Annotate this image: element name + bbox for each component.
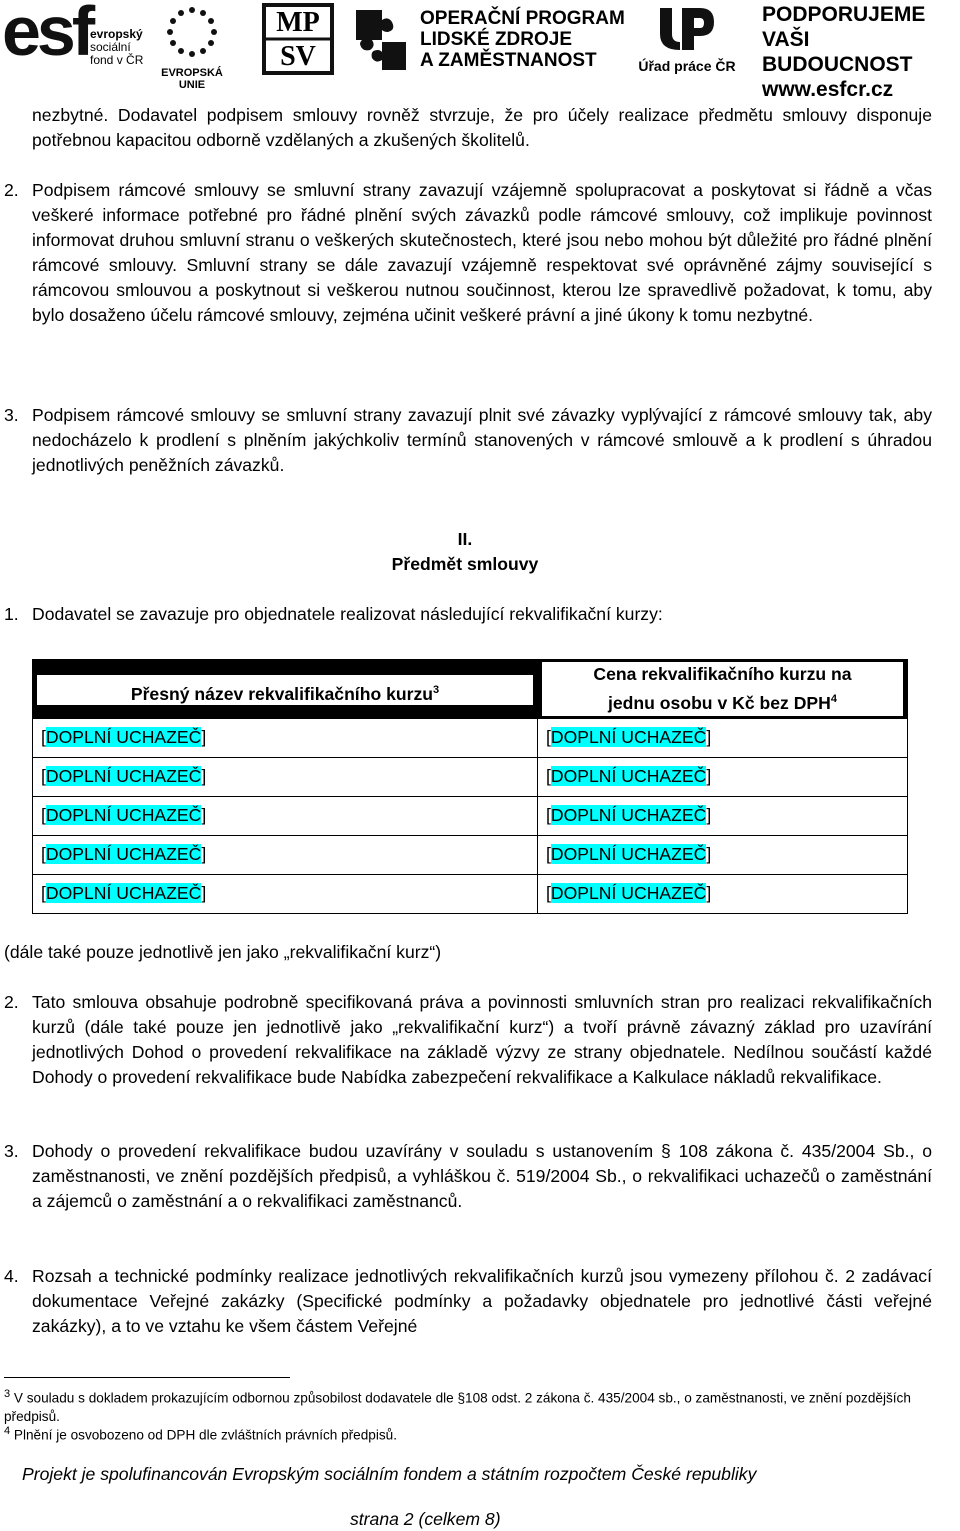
table-header-cell xyxy=(538,660,908,719)
mpsv-line-2: SV xyxy=(280,41,316,72)
esf-logo xyxy=(0,0,150,80)
placeholder-text: DOPLNÍ UCHAZEČ xyxy=(45,883,202,904)
table-row xyxy=(33,874,908,913)
placeholder-text: DOPLNÍ UCHAZEČ xyxy=(45,727,202,748)
intro-paragraph: nezbytné. Dodavatel podpisem smlouvy rovněž stvrzuje, že pro účely realizace předmětu smlouvy disponuje potřebnou kapacitou odborně vzdělaných a zkušených školitelů. xyxy=(32,105,932,150)
op-title-line-1: OPERAČNÍ PROGRAM xyxy=(420,8,625,29)
placeholder-text: DOPLNÍ UCHAZEČ xyxy=(550,844,707,865)
footnote-mark: 4 xyxy=(4,1425,11,1437)
table-cell: [DOPLNÍ UCHAZEČ] xyxy=(538,796,908,835)
paragraph-2: Podpisem rámcové smlouvy se smluvní strany zavazují vzájemně spolupracovat a poskytovat si řádně a včas veškeré informace potřebné pro řádné plnění svých závazků podle rámcové smlouvy, což implikuje povinnost informovat druhou smluvní stranu o veškerých skutečnostech, které jsou nebo mohou být důležité pro řádné plnění rámcové smlouvy. Smluvní strany se dále zavazují vzájemně respektovat své oprávněné zájmy související s rámcovou smlouvou a poskytnout si veškerou nutnou součinnost, kterou lze spravedlivě požadovat, k tomu, aby bylo dosaženo účelu rámcové smlouvy, zejména učinit veškeré právní a jiné úkony k tomu nezbytné. xyxy=(32,180,932,325)
esf-line-2: sociální xyxy=(90,40,131,54)
table-row xyxy=(33,718,908,757)
table-row xyxy=(33,757,908,796)
up-logo-text: Úřad práce ČR xyxy=(638,58,736,74)
support-slogan xyxy=(762,2,960,102)
paragraph-number: 3. xyxy=(4,1141,19,1161)
support-line-1: PODPORUJEME xyxy=(762,3,926,26)
eu-stars-icon xyxy=(150,4,234,60)
header-logos xyxy=(0,0,960,101)
footnote-ref-4: 4 xyxy=(830,693,837,705)
table-header-row xyxy=(33,660,908,719)
footnote-mark: 3 xyxy=(4,1388,11,1400)
placeholder-text: DOPLNÍ UCHAZEČ xyxy=(550,805,707,826)
course-name-header-label: Přesný název rekvalifikačního kurzu xyxy=(130,683,434,704)
table-cell: [DOPLNÍ UCHAZEČ] xyxy=(538,718,908,757)
price-header-line-1: Cena rekvalifikačního kurzu na xyxy=(593,664,852,684)
footnote-text: V souladu s dokladem prokazujícím odbornou způsobilost dodavatele dle §108 odst. 2 zákona č. 435/2004 sb., o zaměstnanosti, ve znění pozdějších předpisů. xyxy=(4,1390,911,1424)
placeholder-text: DOPLNÍ UCHAZEČ xyxy=(45,844,202,865)
table-cell: [DOPLNÍ UCHAZEČ] xyxy=(538,757,908,796)
table-cell: [DOPLNÍ UCHAZEČ] xyxy=(538,835,908,874)
paragraph-number: 2. xyxy=(4,992,19,1012)
paragraph-number: 4. xyxy=(4,1266,19,1286)
table-row xyxy=(33,835,908,874)
paragraph-number: 3. xyxy=(4,405,19,425)
footnote-3 xyxy=(4,1385,914,1426)
placeholder-text: DOPLNÍ UCHAZEČ xyxy=(45,766,202,787)
page-number: strana 2 (celkem 8) xyxy=(350,1509,501,1529)
footnote-4 xyxy=(4,1422,914,1445)
support-url: www.esfcr.cz xyxy=(762,78,894,101)
op-puzzle-icon xyxy=(352,6,410,74)
support-line-2: VAŠI BUDOUCNOST xyxy=(762,28,913,76)
section-paragraph-2: Tato smlouva obsahuje podrobně specifikovaná práva a povinnosti smluvních stran pro realizaci rekvalifikačních kurzů (dále také pouze jen jednotlivě jako „rekvalifikační kurz“) a tvoří právně závazný základ pro uzavírání jednotlivých Dohod o provedení rekvalifikace na základě výzvy ze strany objednatele. Nedílnou součástí každé Dohody o provedení rekvalifikace bude Nabídka zabezpečení rekvalifikace a Kalkulace nákladů rekvalifikace. xyxy=(32,992,932,1087)
placeholder-text: DOPLNÍ UCHAZEČ xyxy=(550,883,707,904)
placeholder-text: DOPLNÍ UCHAZEČ xyxy=(45,805,202,826)
table-cell: [DOPLNÍ UCHAZEČ] xyxy=(33,796,538,835)
table-cell: [DOPLNÍ UCHAZEČ] xyxy=(33,874,538,913)
paragraph-number: 1. xyxy=(4,604,19,624)
price-header-line-2: jednu osobu v Kč bez DPH xyxy=(607,692,831,713)
section-number: II. xyxy=(457,529,473,549)
table-cell: [DOPLNÍ UCHAZEČ] xyxy=(33,718,538,757)
section-paragraph-1: Dodavatel se zavazuje pro objednatele realizovat následující rekvalifikační kurzy: xyxy=(32,604,663,624)
funding-statement: Projekt je spolufinancován Evropským sociálním fondem a státním rozpočtem České republiky xyxy=(22,1464,757,1484)
footnote-separator xyxy=(4,1377,290,1378)
section-paragraph-3: Dohody o provedení rekvalifikace budou uzavírány v souladu s ustanovením § 108 zákona č. 435/2004 Sb., o zaměstnanosti, ve znění pozdějších předpisů, a vyhláškou č. 519/2004 Sb., o rekvalifikaci uchazečů o zaměstnání a zájemců o zaměstnání a o rekvalifikaci zaměstnanců. xyxy=(32,1141,932,1211)
esf-logo-mark: esf xyxy=(2,0,92,70)
op-title-line-2: LIDSKÉ ZDROJE xyxy=(420,29,573,50)
table-cell: [DOPLNÍ UCHAZEČ] xyxy=(33,835,538,874)
table-header-cell xyxy=(33,660,538,719)
after-table-note: (dále také pouze jednotlivě jen jako „rekvalifikační kurz“) xyxy=(4,942,442,962)
up-mark-icon xyxy=(656,4,716,52)
section-paragraph-4: Rozsah a technické podmínky realizace jednotlivých rekvalifikačních kurzů jsou vymezeny přílohou č. 2 zadávací dokumentace Veřejné zakázky (Specifické podmínky a požadavky objednatele pro jednotlivé části veřejné zakázky), a to ve vztahu ke všem částem Veřejné xyxy=(32,1266,932,1336)
table-cell: [DOPLNÍ UCHAZEČ] xyxy=(538,874,908,913)
mpsv-logo xyxy=(262,3,334,75)
footnote-text: Plnění je osvobozeno od DPH dle zvláštních právních předpisů. xyxy=(13,1427,398,1443)
paragraph-number: 2. xyxy=(4,180,19,200)
course-table xyxy=(32,659,908,914)
eu-flag-logo xyxy=(150,4,234,91)
esf-logo-text xyxy=(90,28,143,67)
course-name-header xyxy=(37,675,533,705)
section-title: Předmět smlouvy xyxy=(391,554,539,574)
price-header xyxy=(542,662,903,716)
placeholder-text: DOPLNÍ UCHAZEČ xyxy=(550,766,707,787)
op-title-line-3: A ZAMĚSTNANOST xyxy=(420,50,597,71)
up-logo xyxy=(632,4,742,76)
op-title xyxy=(420,8,625,71)
esf-line-3: fond v ČR xyxy=(90,53,144,67)
paragraph-3: Podpisem rámcové smlouvy se smluvní strany zavazují plnit své závazky vyplývající z rámcové smlouvy tak, aby nedocházelo k prodlení s plněním jakýchkoliv termínů stanovených v rámcové smlouvě a k prodlení s úhradou jednotlivých peněžních závazků. xyxy=(32,405,932,475)
esf-line-1: evropský xyxy=(90,27,143,41)
placeholder-text: DOPLNÍ UCHAZEČ xyxy=(550,727,707,748)
mpsv-line-1: MP xyxy=(276,7,320,38)
table-row xyxy=(33,796,908,835)
footnote-ref-3: 3 xyxy=(433,683,440,696)
eu-logo-text: EVROPSKÁ UNIE xyxy=(161,67,223,91)
table-cell: [DOPLNÍ UCHAZEČ] xyxy=(33,757,538,796)
